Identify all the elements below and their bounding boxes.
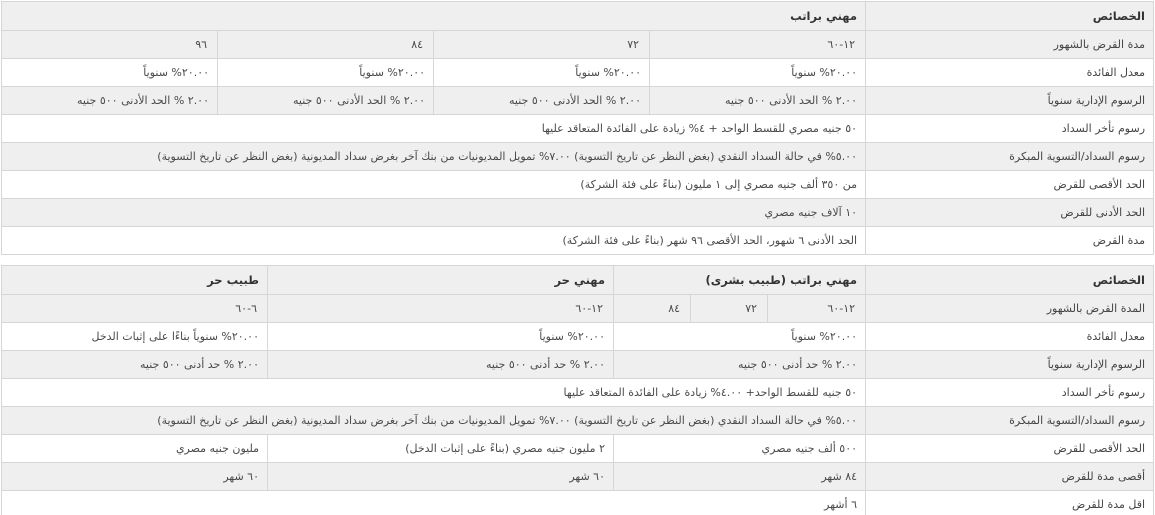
row-label: رسوم تأخر السداد [866,379,1154,407]
table-cell: ٢.٠٠ % الحد الأدنى ٥٠٠ جنيه [434,87,650,115]
row-label: الحد الأقصى للقرض [866,171,1154,199]
row-label: الرسوم الإدارية سنوياً [866,351,1154,379]
table-cell: ٢٠.٠٠% سنوياً [650,59,866,87]
salaried-doctor-header: مهني براتب (طبيب بشرى) [614,266,866,295]
table-cell: ٦ أشهر [2,491,866,515]
table-cell: ٨٤ [614,295,691,323]
table-row [2,379,1154,407]
row-label: اقل مدة للقرض [866,491,1154,515]
row-label: أقصى مدة للقرض [866,463,1154,491]
table-row [2,115,1154,143]
table-cell: ١٢-٦٠ [650,31,866,59]
table-cell: ٢.٠٠ % الحد الأدنى ٥٠٠ جنيه [218,87,434,115]
table-cell: ٧٢ [434,31,650,59]
table-cell: الحد الأدنى ٦ شهور، الحد الأقصى ٩٦ شهر (بناءً على فئة الشركة) [2,227,866,255]
features-header: الخصائص [866,266,1154,295]
table-cell: ٥٠٠ ألف جنيه مصري [614,435,866,463]
table-cell: ٢٠.٠٠% سنوياً [614,323,866,351]
table-row [2,295,1154,323]
table-cell: ٥.٠٠% في حالة السداد النقدي (بغض النظر عن تاريخ التسوية) ٧.٠٠% تمويل المديونيات من بنك آخر بغرض سداد المديونية (بغض النظر عن تاريخ التسوية) [2,143,866,171]
table-cell: ٢.٠٠ % حد أدنى ٥٠٠ جنيه [268,351,614,379]
table-row [2,435,1154,463]
table-row [2,59,1154,87]
table-cell: ٥٠ جنيه للقسط الواحد+ ٤.٠٠% زيادة على الفائدة المتعاقد عليها [2,379,866,407]
table-row [2,323,1154,351]
table-cell: ٢٠.٠٠% سنوياً [434,59,650,87]
features-header: الخصائص [866,2,1154,31]
table-row [2,227,1154,255]
table-row [2,407,1154,435]
row-label: الحد الأقصى للقرض [866,435,1154,463]
row-label: معدل الفائدة [866,323,1154,351]
row-label: مدة القرض بالشهور [866,31,1154,59]
table-cell: ٢.٠٠ % الحد الأدنى ٥٠٠ جنيه [650,87,866,115]
table-row [2,31,1154,59]
row-label: رسوم السداد/التسوية المبكرة [866,407,1154,435]
row-label: الحد الأدنى للقرض [866,199,1154,227]
table-cell: ٢.٠٠ % الحد الأدنى ٥٠٠ جنيه [2,87,218,115]
row-label: المدة القرض بالشهور [866,295,1154,323]
table-cell: ٦٠ شهر [268,463,614,491]
table-cell: مليون جنيه مصري [2,435,268,463]
table-cell: ٨٤ [218,31,434,59]
table-cell: ٢٠.٠٠% سنوياً [268,323,614,351]
table-row [2,199,1154,227]
table-row [2,491,1154,515]
table-cell: ١٢-٦٠ [268,295,614,323]
row-label: رسوم السداد/التسوية المبكرة [866,143,1154,171]
table-cell: ٨٤ شهر [614,463,866,491]
table-row [2,87,1154,115]
table-row [2,171,1154,199]
table-row [2,143,1154,171]
professionals-doctors-table [1,265,1154,515]
table-header-row [2,2,1154,31]
freelancer-header: مهني حر [268,266,614,295]
table-cell: ١٢-٦٠ [768,295,866,323]
table-cell: ٦-٦٠ [2,295,268,323]
table-cell: من ٣٥٠ ألف جنيه مصري إلى ١ مليون (بناءً على فئة الشركة) [2,171,866,199]
row-label: مدة القرض [866,227,1154,255]
table-cell: ٢٠.٠٠% سنوياً [2,59,218,87]
table-cell: ٦٠ شهر [2,463,268,491]
salaried-professional-table [1,1,1154,255]
table-cell: ١٠ آلاف جنيه مصري [2,199,866,227]
table-cell: ٢.٠٠ % حد أدنى ٥٠٠ جنيه [2,351,268,379]
table-cell: ٥.٠٠% في حالة السداد النقدي (بغض النظر عن تاريخ التسوية) ٧.٠٠% تمويل المديونيات من بنك آخر بغرض سداد المديونية (بغض النظر عن تاريخ التسوية) [2,407,866,435]
row-label: معدل الفائدة [866,59,1154,87]
table-row [2,351,1154,379]
table-cell: ٢.٠٠ % حد أدنى ٥٠٠ جنيه [614,351,866,379]
product-header: مهني براتب [2,2,866,31]
row-label: رسوم تأخر السداد [866,115,1154,143]
table-row [2,463,1154,491]
table-cell: ٢ مليون جنيه مصري (بناءً على إثبات الدخل) [268,435,614,463]
table-cell: ٥٠ جنيه مصري للقسط الواحد + ٤% زيادة على الفائدة المتعاقد عليها [2,115,866,143]
table-cell: ٢٠.٠٠% سنوياً [218,59,434,87]
table-cell: ٧٢ [691,295,768,323]
free-doctor-header: طبيب حر [2,266,268,295]
table-header-row [2,266,1154,295]
row-label: الرسوم الإدارية سنوياً [866,87,1154,115]
table-cell: ٢٠.٠٠% سنوياً بناءًا على إثبات الدخل [2,323,268,351]
table-cell: ٩٦ [2,31,218,59]
